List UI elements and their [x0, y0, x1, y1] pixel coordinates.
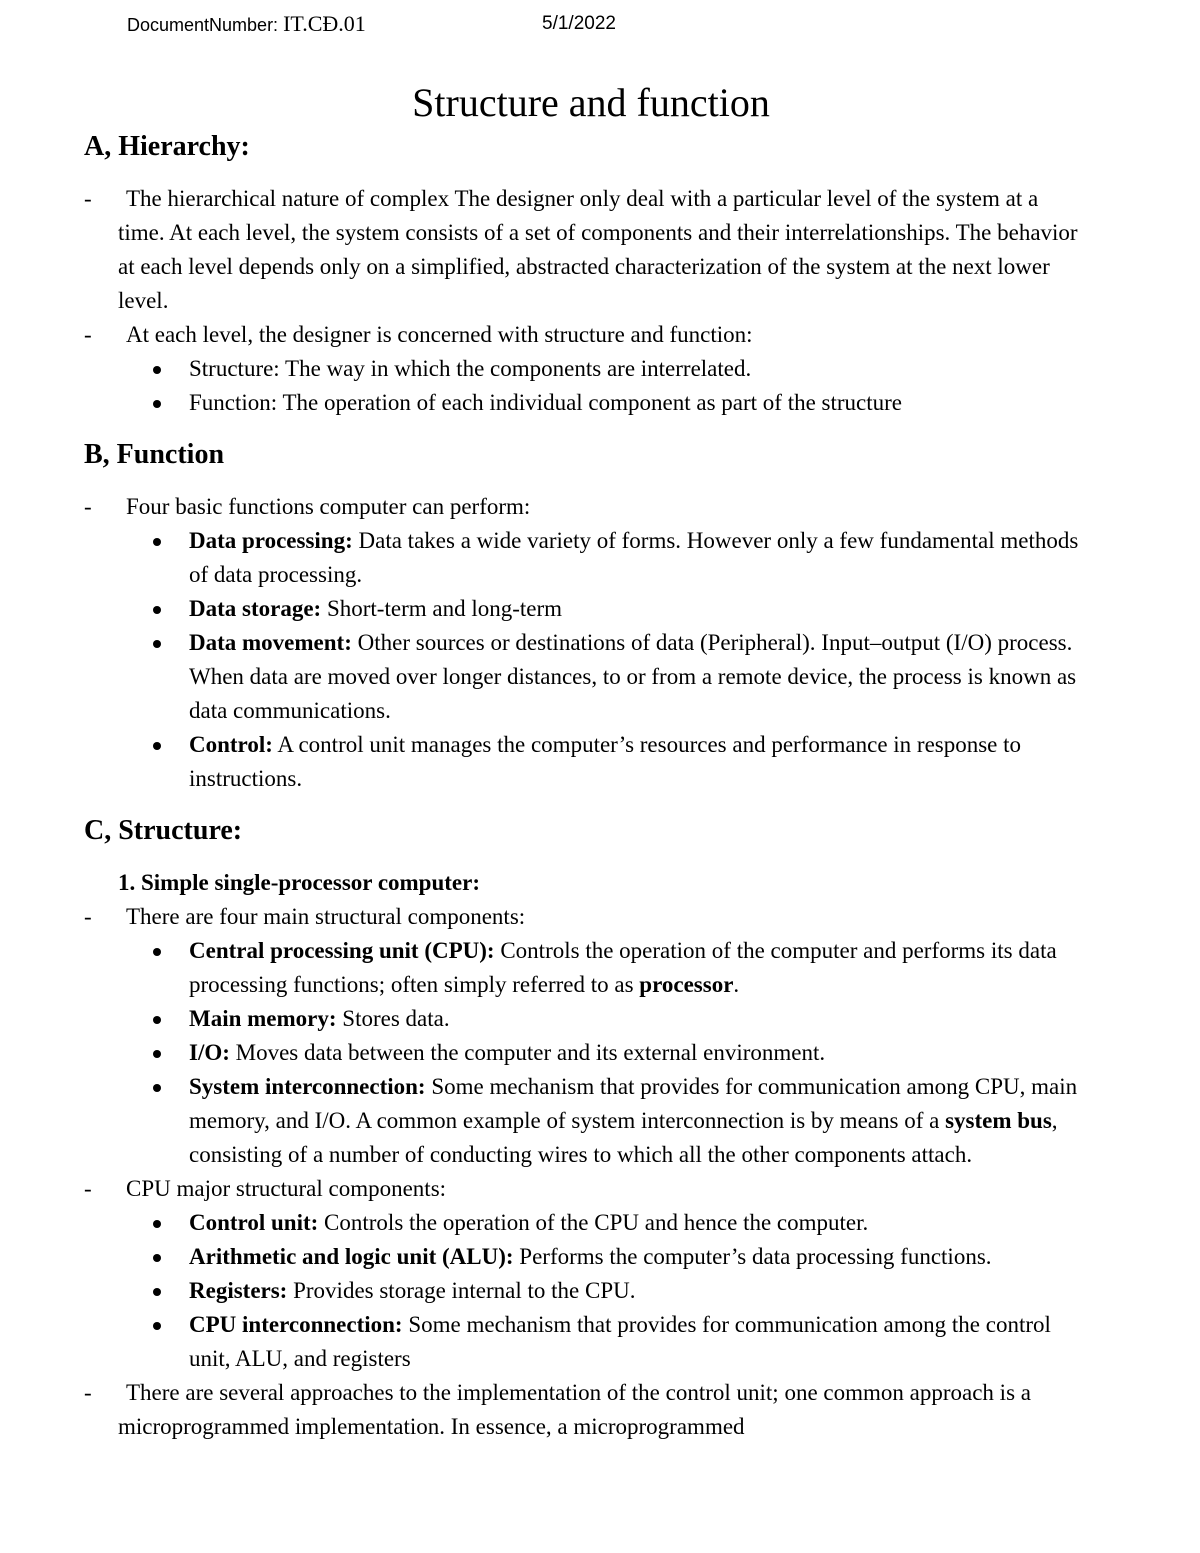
heading-hierarchy: A, Hierarchy: — [84, 131, 250, 162]
bullet-icon — [153, 606, 161, 614]
bullet-icon — [153, 640, 161, 648]
doc-number: IT.CĐ.01 — [283, 11, 366, 36]
bullet-icon — [153, 538, 161, 546]
bullet-icon — [153, 742, 161, 750]
bullet-item: CPU interconnection: Some mechanism that provides for communication among the control unit, ALU, and registers — [84, 1308, 1084, 1376]
bullet-item: Main memory: Stores data. — [84, 1002, 1084, 1036]
bullet-item: Arithmetic and logic unit (ALU): Performs the computer’s data processing functions. — [84, 1240, 1084, 1274]
bullet-icon — [153, 1254, 161, 1262]
bullet-item: System interconnection: Some mechanism that provides for communication among CPU, main memory, and I/O. A common example of system interconnection is by means of a system bus, consisting of a number of conducting wires to which all the other components attach. — [84, 1070, 1084, 1172]
list-item: - There are several approaches to the implementation of the control unit; one common approach is a microprogrammed implementation. In essence, a microprogrammed — [84, 1380, 1031, 1439]
bullet-item: Function: The operation of each individual component as part of the structure — [84, 386, 1084, 420]
bullet-item: Registers: Provides storage internal to the CPU. — [84, 1274, 1084, 1308]
section-structure — [84, 866, 1084, 1444]
heading-function: B, Function — [84, 439, 225, 470]
numbered-item: 1. Simple single-processor computer: — [118, 870, 481, 895]
bullet-item: Data movement: Other sources or destinations of data (Peripheral). Input–output (I/O) process. When data are moved over longer distances, to or from a remote device, the process is known as data communications. — [84, 626, 1084, 728]
doc-number-label: DocumentNumber: — [127, 15, 284, 35]
bullet-item: Control unit: Controls the operation of the CPU and hence the computer. — [84, 1206, 1084, 1240]
list-item: - Four basic functions computer can perform: — [84, 494, 531, 519]
section-function — [84, 490, 1084, 796]
heading-structure: C, Structure: — [84, 815, 243, 846]
bullet-icon — [153, 1050, 161, 1058]
doc-date: 5/1/2022 — [542, 13, 616, 34]
page-title: Structure and function — [412, 80, 770, 125]
bullet-icon — [153, 1084, 161, 1092]
bullet-item: Structure: The way in which the components are interrelated. — [84, 352, 1084, 386]
bullet-icon — [153, 400, 161, 408]
document-header — [127, 10, 616, 39]
section-hierarchy — [84, 182, 1084, 420]
bullet-icon — [153, 948, 161, 956]
bullet-item: Control: A control unit manages the computer’s resources and performance in response to instructions. — [84, 728, 1084, 796]
list-item: - At each level, the designer is concerned with structure and function: — [84, 322, 753, 347]
bullet-icon — [153, 366, 161, 374]
list-item: - The hierarchical nature of complex The designer only deal with a particular level of the system at a time. At each level, the system consists of a set of components and their interrelationships. The behavior at each level depends only on a simplified, abstracted characterization of the system at the next lower level. — [84, 186, 1078, 313]
bullet-icon — [153, 1322, 161, 1330]
list-item: - CPU major structural components: — [84, 1176, 447, 1201]
list-item: - There are four main structural components: — [84, 904, 526, 929]
bullet-icon — [153, 1016, 161, 1024]
bullet-item: Data processing: Data takes a wide variety of forms. However only a few fundamental methods of data processing. — [84, 524, 1084, 592]
bullet-icon — [153, 1288, 161, 1296]
bullet-item: I/O: Moves data between the computer and its external environment. — [84, 1036, 1084, 1070]
bullet-item: Central processing unit (CPU): Controls the operation of the computer and performs its data processing functions; often simply referred to as processor. — [84, 934, 1084, 1002]
bullet-icon — [153, 1220, 161, 1228]
bullet-item: Data storage: Short-term and long-term — [84, 592, 1084, 626]
